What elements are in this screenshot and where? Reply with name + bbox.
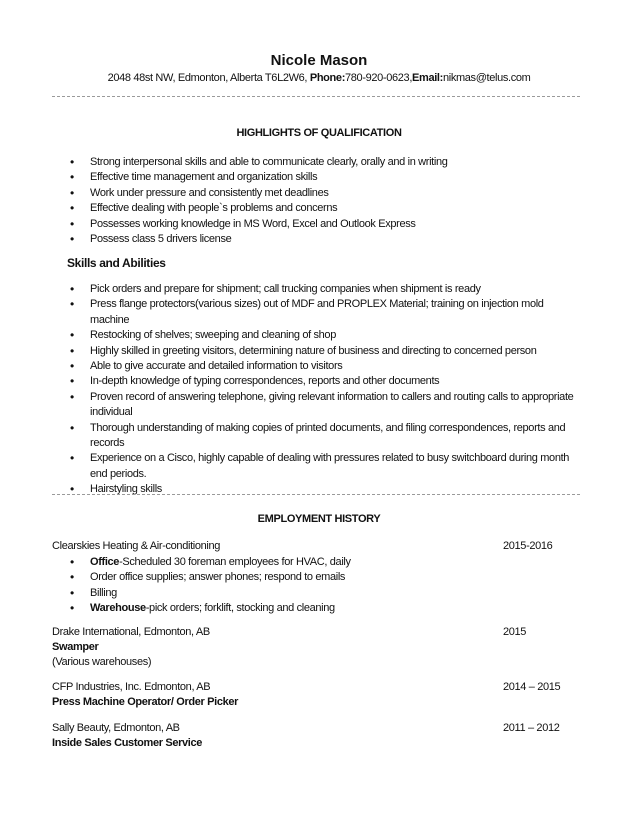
email-address: nikmas@telus.com bbox=[442, 72, 531, 84]
list-item: • Thorough understanding of making copies of printed documents, and filing correspondences, reports and records bbox=[70, 421, 585, 452]
job-duties bbox=[70, 555, 570, 617]
employer-name: CFP Industries, Inc. Edmonton, AB bbox=[52, 681, 211, 693]
list-item: • Experience on a Cisco, highly capable of dealing with pressures related to busy switchboard during month end periods. bbox=[70, 451, 585, 482]
contact-line bbox=[0, 72, 638, 84]
list-item: • In-depth knowledge of typing correspondences, reports and other documents bbox=[70, 374, 585, 389]
address: 2048 48st NW, Edmonton, Alberta T6L2W6, bbox=[107, 72, 308, 84]
employer-name: Clearskies Heating & Air-conditioning bbox=[52, 540, 221, 552]
list-item: • Pick orders and prepare for shipment; call trucking companies when shipment is ready bbox=[70, 282, 585, 297]
list-item: • Office-Scheduled 30 foreman employees for HVAC, daily bbox=[70, 555, 570, 570]
job-role: Press Machine Operator/ Order Picker bbox=[52, 696, 239, 708]
phone-label: Phone: bbox=[309, 72, 346, 84]
list-item: • Proven record of answering telephone, giving relevant information to callers and routing calls to appropriate individual bbox=[70, 390, 585, 421]
email-label: Email: bbox=[412, 72, 443, 84]
divider bbox=[52, 494, 580, 495]
list-item: • Possess class 5 drivers license bbox=[70, 232, 580, 247]
phone-number: 780-920-0623, bbox=[345, 72, 413, 84]
employment-years: 2011 – 2012 bbox=[503, 722, 560, 734]
list-item: • Warehouse-pick orders; forklift, stocking and cleaning bbox=[70, 601, 570, 616]
employment-title: EMPLOYMENT HISTORY bbox=[257, 513, 381, 525]
divider bbox=[52, 96, 580, 97]
list-item: • Possesses working knowledge in MS Word, Excel and Outlook Express bbox=[70, 217, 580, 232]
list-item: • Order office supplies; answer phones; respond to emails bbox=[70, 570, 570, 585]
employer-name: Drake International, Edmonton, AB bbox=[52, 626, 210, 638]
list-item: • Highly skilled in greeting visitors, determining nature of business and directing to concerned person bbox=[70, 344, 585, 359]
candidate-name: Nicole Mason bbox=[270, 52, 368, 69]
job-header bbox=[52, 721, 580, 736]
job-role: Swamper bbox=[52, 641, 99, 653]
list-item: • Effective time management and organization skills bbox=[70, 170, 580, 185]
highlights-list bbox=[70, 155, 580, 247]
list-item: • Billing bbox=[70, 586, 570, 601]
list-item: • Press flange protectors(various sizes) out of MDF and PROPLEX Material; training on injection mold machine bbox=[70, 297, 585, 328]
employment-years: 2015-2016 bbox=[503, 540, 553, 552]
employment-years: 2014 – 2015 bbox=[503, 681, 561, 693]
job-header bbox=[52, 625, 580, 640]
skills-title: Skills and Abilities bbox=[67, 256, 166, 270]
highlights-title: HIGHLIGHTS OF QUALIFICATION bbox=[236, 127, 402, 139]
job-header bbox=[52, 539, 580, 554]
job-header bbox=[52, 680, 580, 695]
employer-name: Sally Beauty, Edmonton, AB bbox=[52, 722, 180, 734]
list-item: • Effective dealing with people`s problems and concerns bbox=[70, 201, 580, 216]
job-note: (Various warehouses) bbox=[52, 656, 152, 668]
list-item: • Work under pressure and consistently met deadlines bbox=[70, 186, 580, 201]
job-role: Inside Sales Customer Service bbox=[52, 737, 203, 749]
list-item: • Strong interpersonal skills and able to communicate clearly, orally and in writing bbox=[70, 155, 580, 170]
list-item: • Able to give accurate and detailed information to visitors bbox=[70, 359, 585, 374]
list-item: • Hairstyling skills bbox=[70, 482, 585, 497]
employment-years: 2015 bbox=[503, 626, 527, 638]
skills-list bbox=[70, 282, 585, 498]
list-item: • Restocking of shelves; sweeping and cleaning of shop bbox=[70, 328, 585, 343]
